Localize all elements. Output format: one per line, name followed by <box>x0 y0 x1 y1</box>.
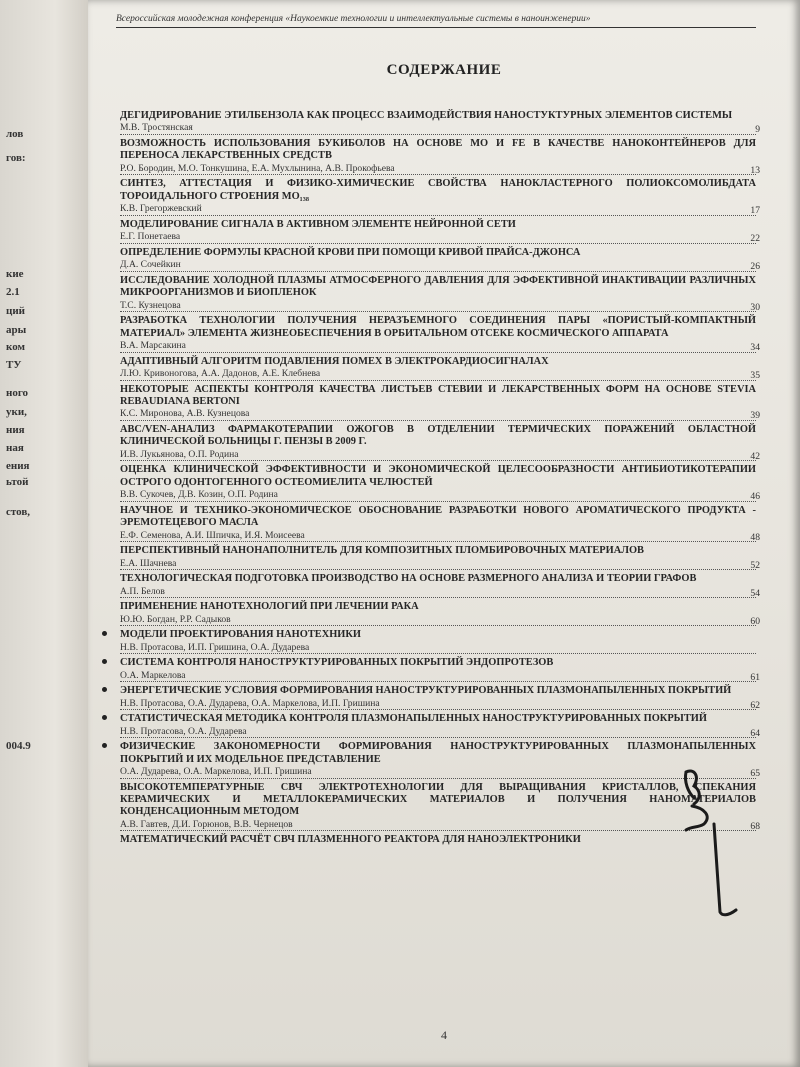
toc-entry-authors <box>120 162 760 176</box>
toc-entry[interactable] <box>120 504 760 543</box>
toc-entry[interactable] <box>120 629 756 654</box>
authors-text: Д.А. Сочейкин <box>120 259 181 271</box>
toc-entry-authors <box>120 408 760 422</box>
left-page-text-fragment: ния <box>6 424 25 436</box>
toc-entry[interactable] <box>120 424 760 462</box>
toc-entry-title: ПРИМЕНЕНИЕ НАНОТЕХНОЛОГИЙ ПРИ ЛЕЧЕНИИ РАКА <box>120 601 419 613</box>
toc-page-number: 54 <box>750 587 760 599</box>
toc-page-number: 48 <box>750 531 760 543</box>
toc-entry[interactable] <box>120 713 760 739</box>
left-page-edge <box>0 0 92 1067</box>
toc-entry-title: ТЕХНОЛОГИЧЕСКАЯ ПОДГОТОВКА ПРОИЗВОДСТВО НА ОСНОВЕ РАЗМЕРНОГО АНАЛИЗА И ТЕОРИИ ГРАФОВ <box>120 573 697 585</box>
toc-page-number: 9 <box>755 124 760 136</box>
left-page-text-fragment: гов: <box>6 152 26 164</box>
left-page-text-fragment: стов, <box>6 506 31 518</box>
authors-text: О.А. Дударева, О.А. Маркелова, И.П. Гришина <box>120 766 312 778</box>
left-page-text-fragment: 2.1 <box>6 286 20 298</box>
authors-text: Н.В. Протасова, О.А. Дударева <box>120 725 247 737</box>
toc-entry-authors <box>120 585 760 599</box>
toc-entry[interactable] <box>120 657 760 683</box>
table-of-contents <box>120 110 760 850</box>
toc-entry-authors <box>120 557 760 571</box>
toc-page-number: 52 <box>750 559 760 571</box>
toc-entry-authors <box>120 259 760 273</box>
toc-entry-authors <box>120 725 760 739</box>
left-page-text-fragment: ары <box>6 324 27 336</box>
left-page-text-fragment: ного <box>6 387 29 399</box>
toc-entry[interactable] <box>120 573 760 599</box>
toc-entry[interactable] <box>120 110 760 136</box>
authors-text: Е.А. Шачнева <box>120 557 177 569</box>
authors-text: И.В. Лукьянова, О.П. Родина <box>120 448 239 460</box>
left-page-text-fragment: лов <box>6 128 24 140</box>
toc-page-number: 64 <box>750 727 760 739</box>
toc-entry-authors <box>120 697 760 711</box>
authors-text: Р.О. Бородин, М.О. Тонкушина, Е.А. Мухлынина, А.В. Прокофьева <box>120 162 395 174</box>
authors-text: А.П. Белов <box>120 585 165 597</box>
page-title: СОДЕРЖАНИЕ <box>386 62 502 78</box>
left-page-text-fragment: ТУ <box>6 359 22 371</box>
toc-entry[interactable] <box>120 138 760 176</box>
authors-text: Е.Ф. Семенова, А.И. Шпичка, И.Я. Моисеева <box>120 529 305 541</box>
toc-page-number: 30 <box>750 301 760 313</box>
bullet-mark <box>102 687 107 692</box>
authors-text: Н.В. Протасова, О.А. Дударева, О.А. Маркелова, И.П. Гришина <box>120 697 380 709</box>
toc-page-number: 62 <box>750 699 760 711</box>
authors-text: Т.С. Кузнецова <box>120 299 181 311</box>
toc-entry[interactable] <box>120 741 760 780</box>
toc-page-number: 22 <box>750 233 760 245</box>
toc-entry-title: НЕКОТОРЫЕ АСПЕКТЫ КОНТРОЛЯ КАЧЕСТВА ЛИСТЬЕВ СТЕВИИ И ЛЕКАРСТВЕННЫХ ФОРМ НА ОСНОВЕ STEVIA REBAUDIANA BERTONI <box>120 383 756 408</box>
running-header: Всероссийская молодежная конференция «Наукоемкие технологии и интеллектуальные системы в наноинженерии» <box>116 14 756 28</box>
toc-page-number: 26 <box>750 261 760 273</box>
toc-entry-authors <box>120 529 760 543</box>
authors-text: В.В. Сукочев, Д.В. Козин, О.П. Родина <box>120 489 278 501</box>
toc-entry-authors <box>120 669 760 683</box>
toc-entry-title: МОДЕЛИ ПРОЕКТИРОВАНИЯ НАНОТЕХНИКИ <box>120 629 361 641</box>
toc-entry[interactable] <box>120 315 760 354</box>
toc-entry[interactable] <box>120 383 760 422</box>
toc-entry-authors <box>120 299 760 313</box>
authors-text: Л.Ю. Кривоногова, А.А. Дадонов, А.Е. Клебнева <box>120 368 321 380</box>
left-page-text-fragment: ения <box>6 460 30 472</box>
toc-entry-title: ОЦЕНКА КЛИНИЧЕСКОЙ ЭФФЕКТИВНОСТИ И ЭКОНОМИЧЕСКОЙ ЦЕЛЕСООБРАЗНОСТИ АНТИБИОТИКОТЕРАПИИ ОСТРОГО ОДОНТОГЕННОГО ОСТЕОМИЕЛИТА ЧЕЛЮСТЕЙ <box>120 464 756 488</box>
toc-page-number: 68 <box>750 820 760 832</box>
toc-entry-authors <box>120 613 760 627</box>
toc-entry[interactable] <box>120 464 760 503</box>
authors-text: О.А. Маркелова <box>120 669 186 681</box>
toc-entry-title: ВЫСОКОТЕМПЕРАТУРНЫЕ СВЧ ЭЛЕКТРОТЕХНОЛОГИИ ДЛЯ ВЫРАЩИВАНИЯ КРИСТАЛЛОВ, СПЕКАНИЯ КЕРАМИЧЕСКИХ И МЕТАЛЛОКЕРАМИЧЕСКИХ МАТЕРИАЛОВ И ПОЛУЧЕНИЯ НАНОМАТЕРИАЛОВ КОНДЕНСАЦИОННЫМ МЕТОДОМ <box>120 781 756 818</box>
toc-page-number: 17 <box>750 205 760 217</box>
toc-entry[interactable] <box>120 601 760 627</box>
toc-entry[interactable] <box>120 246 760 273</box>
toc-entry-title: ВОЗМОЖНОСТЬ ИСПОЛЬЗОВАНИЯ БУКИБОЛОВ НА ОСНОВЕ MO И FE В КАЧЕСТВЕ НАНОКОНТЕЙНЕРОВ ДЛЯ ПЕРЕНОСА ЛЕКАРСТВЕННЫХ СРЕДСТВ <box>120 138 756 162</box>
toc-entry-title: ФИЗИЧЕСКИЕ ЗАКОНОМЕРНОСТИ ФОРМИРОВАНИЯ НАНОСТРУКТУРИРОВАННЫХ ПЛАЗМОНАПЫЛЕННЫХ ПОКРЫТИЙ И ИХ МОДЕЛЬНОЕ ПРЕДСТАВЛЕНИЕ <box>120 741 756 765</box>
document-page <box>88 0 800 1067</box>
toc-entry-title: ПЕРСПЕКТИВНЫЙ НАНОНАПОЛНИТЕЛЬ ДЛЯ КОМПОЗИТНЫХ ПЛОМБИРОВОЧНЫХ МАТЕРИАЛОВ <box>120 545 644 557</box>
toc-entry[interactable] <box>120 355 760 382</box>
toc-entry-authors <box>120 340 760 354</box>
left-page-text-fragment: ций <box>6 305 26 317</box>
toc-entry-authors <box>120 448 760 462</box>
authors-text: Н.В. Протасова, И.П. Гришина, О.А. Дударева <box>120 641 310 653</box>
toc-entry[interactable] <box>120 834 756 846</box>
left-page-text-fragment: кие <box>6 268 24 280</box>
toc-page-number: 65 <box>750 768 760 780</box>
toc-entry[interactable] <box>120 685 760 711</box>
toc-page-number: 35 <box>750 370 760 382</box>
toc-entry-authors <box>120 122 760 136</box>
toc-entry[interactable] <box>120 274 760 313</box>
toc-entry-title: РАЗРАБОТКА ТЕХНОЛОГИИ ПОЛУЧЕНИЯ НЕРАЗЪЕМНОГО СОЕДИНЕНИЯ ПАРЫ «ПОРИСТЫЙ-КОМПАКТНЫЙ МАТЕРИАЛ» ЭЛЕМЕНТА ЖИЗНЕОБЕСПЕЧЕНИЯ В ОРБИТАЛЬНОМ ОТСЕКЕ КОСМИЧЕСКОГО АППАРАТА <box>120 315 756 339</box>
toc-entry-authors <box>120 368 760 382</box>
toc-page-number: 42 <box>750 450 760 462</box>
toc-page-number: 34 <box>750 342 760 354</box>
toc-page-number: 13 <box>750 164 760 176</box>
left-page-text-fragment: 004.9 <box>6 740 31 752</box>
toc-entry-authors <box>120 642 756 655</box>
toc-entry-authors <box>120 203 760 217</box>
bullet-mark <box>102 659 107 664</box>
toc-entry-title: МАТЕМАТИЧЕСКИЙ РАСЧЁТ СВЧ ПЛАЗМЕННОГО РЕАКТОРА ДЛЯ НАНОЭЛЕКТРОНИКИ <box>120 834 581 846</box>
toc-entry-title: СИНТЕЗ, АТТЕСТАЦИЯ И ФИЗИКО-ХИМИЧЕСКИЕ СВОЙСТВА НАНОКЛАСТЕРНОГО ПОЛИОКСОМОЛИБДАТА ТОРОИДАЛЬНОГО СТРОЕНИЯ MO₁₃₈ <box>120 178 756 202</box>
toc-entry[interactable] <box>120 545 760 571</box>
left-page-text-fragment: ком <box>6 341 25 353</box>
toc-page-number: 60 <box>750 615 760 627</box>
toc-entry-title: СИСТЕМА КОНТРОЛЯ НАНОСТРУКТУРИРОВАННЫХ ПОКРЫТИЙ ЭНДОПРОТЕЗОВ <box>120 657 554 669</box>
left-page-text-fragment: уки, <box>6 406 27 418</box>
authors-text: А.В. Гавтев, Д.И. Горюнов, В.В. Чернецов <box>120 818 293 830</box>
bullet-mark <box>102 631 107 636</box>
toc-entry[interactable] <box>120 218 760 245</box>
toc-page-number: 46 <box>750 491 760 503</box>
toc-entry-title: НАУЧНОЕ И ТЕХНИКО-ЭКОНОМИЧЕСКОЕ ОБОСНОВАНИЕ РАЗРАБОТКИ НОВОГО АРОМАТИЧЕСКОГО ПРОДУКТА - ЭРЕМОТЕЦЕВОГО МАСЛА <box>120 504 756 529</box>
toc-entry-title: ABC/VEN-АНАЛИЗ ФАРМАКОТЕРАПИИ ОЖОГОВ В ОТДЕЛЕНИИ ТЕРМИЧЕСКИХ ПОРАЖЕНИЙ ОБЛАСТНОЙ КЛИНИЧЕСКОЙ БОЛЬНИЦЫ Г. ПЕНЗЫ В 2009 Г. <box>120 424 756 448</box>
authors-text: Е.Г. Понетаева <box>120 231 181 243</box>
toc-page-number: 61 <box>750 671 760 683</box>
toc-page-number: 39 <box>750 410 760 422</box>
bullet-mark <box>102 715 107 720</box>
toc-entry-title: ЭНЕРГЕТИЧЕСКИЕ УСЛОВИЯ ФОРМИРОВАНИЯ НАНОСТРУКТУРИРОВАННЫХ ПЛАЗМОНАПЫЛЕННЫХ ПОКРЫТИЙ <box>120 685 732 697</box>
left-page-text-fragment: ная <box>6 442 24 454</box>
toc-entry-title: ИССЛЕДОВАНИЕ ХОЛОДНОЙ ПЛАЗМЫ АТМОСФЕРНОГО ДАВЛЕНИЯ ДЛЯ ЭФФЕКТИВНОЙ ИНАКТИВАЦИИ РАЗЛИЧНЫХ МИКРООРГАНИЗМОВ И БИОПЛЕНОК <box>120 274 756 299</box>
authors-text: Ю.Ю. Богдан, Р.Р. Садыков <box>120 613 231 625</box>
authors-text: К.С. Миронова, А.В. Кузнецова <box>120 408 250 420</box>
toc-entry-title: ОПРЕДЕЛЕНИЕ ФОРМУЛЫ КРАСНОЙ КРОВИ ПРИ ПОМОЩИ КРИВОЙ ПРАЙСА-ДЖОНСА <box>120 246 581 258</box>
toc-entry[interactable] <box>120 781 760 832</box>
page-number: 4 <box>441 1028 447 1042</box>
toc-entry-title: ДЕГИДРИРОВАНИЕ ЭТИЛБЕНЗОЛА КАК ПРОЦЕСС ВЗАИМОДЕЙСТВИЯ НАНОСТУКТУРНЫХ ЭЛЕМЕНТОВ СИСТЕМЫ <box>120 110 733 121</box>
left-page-text-fragment: ьтой <box>6 476 29 488</box>
toc-entry-title: СТАТИСТИЧЕСКАЯ МЕТОДИКА КОНТРОЛЯ ПЛАЗМОНАПЫЛЕННЫХ НАНОСТРУКТУРИРОВАННЫХ ПОКРЫТИЙ <box>120 713 707 725</box>
toc-entry-authors <box>120 818 760 832</box>
toc-entry-authors <box>120 766 760 780</box>
toc-entry-authors <box>120 231 760 245</box>
toc-entry-authors <box>120 489 760 503</box>
authors-text: В.А. Марсакина <box>120 340 186 352</box>
bullet-mark <box>102 743 107 748</box>
toc-entry-title: МОДЕЛИРОВАНИЕ СИГНАЛА В АКТИВНОМ ЭЛЕМЕНТЕ НЕЙРОННОЙ СЕТИ <box>120 218 516 230</box>
toc-entry-title: АДАПТИВНЫЙ АЛГОРИТМ ПОДАВЛЕНИЯ ПОМЕХ В ЭЛЕКТРОКАРДИОСИГНАЛАХ <box>120 355 549 367</box>
authors-text: К.В. Грегоржевский <box>120 203 202 215</box>
authors-text: М.В. Тростянская <box>120 122 193 134</box>
toc-entry[interactable] <box>120 178 760 217</box>
